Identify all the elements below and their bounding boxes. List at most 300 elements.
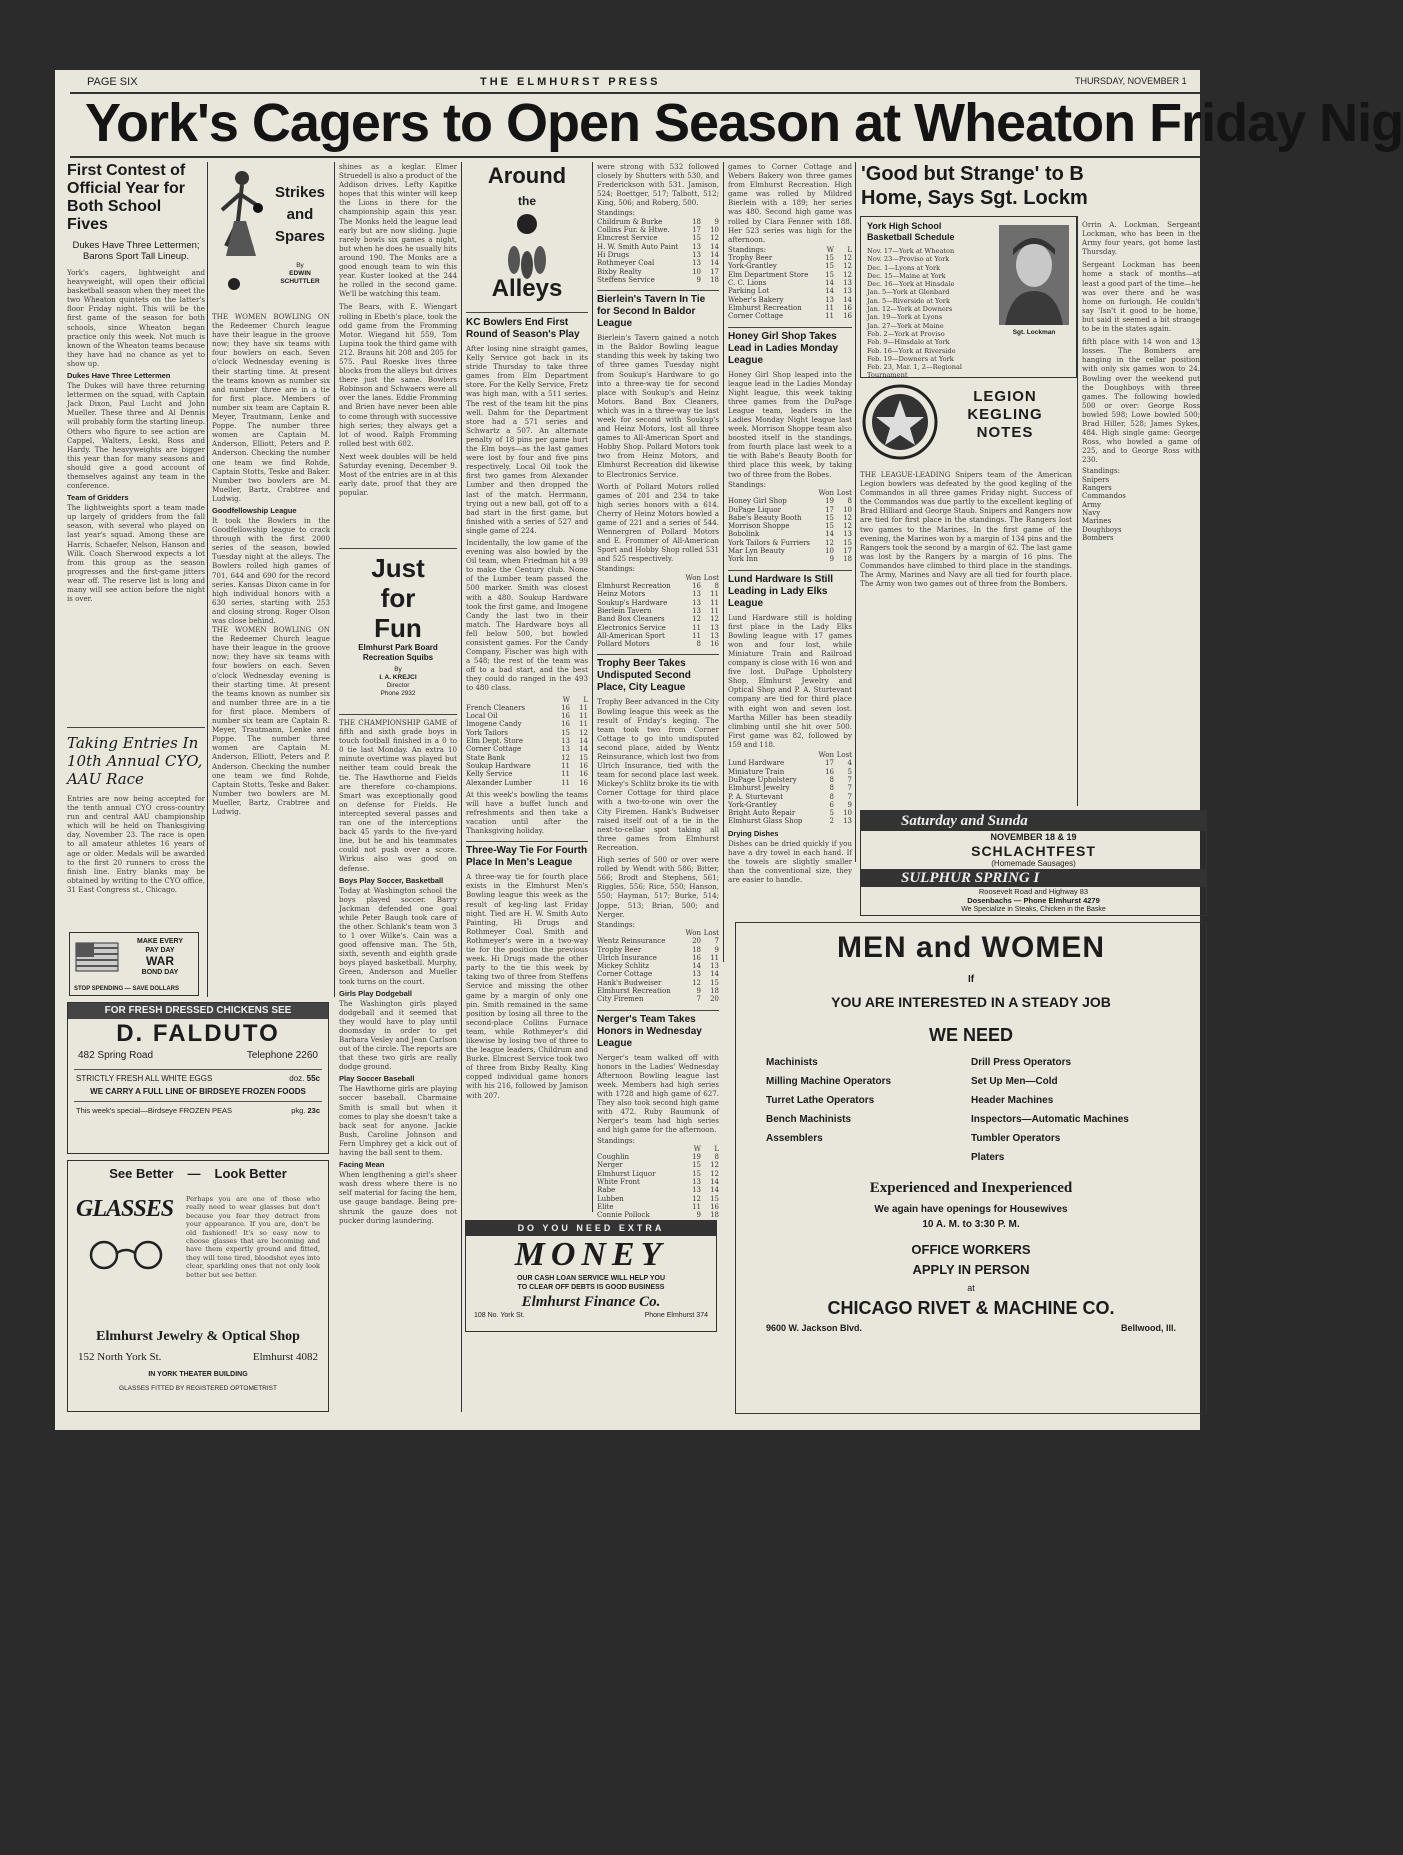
jobs-openings-1: We again have openings for Housewives [874,1204,1068,1215]
record-cell: 9 [847,800,852,809]
team-name-cell: Soukup Hardware [466,761,531,770]
team-name-cell: Parking Lot [728,287,770,296]
table-row [597,1153,719,1161]
table-row [466,762,588,770]
team-name-cell: Wentz Reinsurance [597,937,666,946]
record-cell: 14 [710,259,719,268]
table-row [728,759,852,767]
money-address: 108 No. York St. [474,1312,525,1319]
page-header [65,74,1200,94]
team-name-cell: Childrum & Burke [597,217,663,226]
table-row [597,276,719,284]
record-cell: 12 [710,234,719,243]
banner-headline: York's Cagers to Open Season at Wheaton Friday Nig [85,93,1403,153]
fun-sub-a: Boys Play Soccer, Basketball [339,875,444,885]
record-cell: 13 [692,970,701,979]
team-name-cell: Mar Lyn Beauty [728,547,785,556]
fun-line-2: for [380,583,416,613]
schedule-box [860,216,1077,378]
col3-body-1: shines as a keglar. Elmer Struedell is also a product of the Addison drives. Lefty Kapitke hopes that this winter will keep the Lions in there for the championship again this year. The Monks held the league lead early but are now sliding. Jugie rarely bowls six games a night, but when he does he usually hits around 190. The Monks are a good enough team to win this year. Kuster looked at the 244 he rolled in the second game. We'll be watching this team. [339,162,457,299]
table-row [728,555,852,563]
falduto-phone: Telephone 2260 [246,1050,318,1061]
schedule-item: Jan. 19—York at Lyons [867,313,943,322]
record-cell: 4 [847,759,852,768]
newspaper-page [55,70,1403,1430]
schedule-item: Nov. 23—Proviso at York [867,255,950,264]
table-row [597,1203,719,1211]
record-cell: 10 [710,226,719,235]
jobs-town: Bellwood, Ill. [1120,1323,1176,1333]
war-bond-line-4: BOND DAY [141,969,179,976]
record-cell: 14 [579,737,588,746]
table-row [728,776,852,784]
table-row [466,737,588,745]
col5-table1-title: Standings: [597,209,635,218]
table-row [1082,492,1200,500]
record-cell: 9 [829,555,834,564]
table-row [597,582,719,590]
column-8 [1082,220,1200,800]
record-cell: 16 [710,640,719,649]
table-row [728,801,852,809]
table-row [597,624,719,632]
record-cell: 13 [710,631,719,640]
record-cell: 14 [825,530,834,539]
falduto-name: D. FALDUTO [116,1020,280,1047]
record-cell: 16 [843,312,852,321]
job-title-item: Machinists [766,1057,818,1068]
team-name-cell: Corner Cottage [728,312,784,321]
glasses-store: Elmhurst Jewelry & Optical Shop [96,1329,300,1344]
table-row [597,1170,719,1178]
record-cell [1182,526,1200,534]
table-row [597,1161,719,1169]
job-title-item: Inspectors—Automatic Machines [971,1114,1129,1125]
record-cell: 5 [847,767,852,776]
jobs-office: OFFICE WORKERS [911,1242,1031,1257]
table-header-cell: Lost [836,488,852,497]
glasses-top-1: See Better [109,1166,174,1181]
record-cell: 17 [825,505,834,514]
record-cell: 16 [561,720,570,729]
three-way-headline: Three-Way Tie For Fourth Place In Men's League [466,841,588,869]
record-cell: 12 [843,513,852,522]
table-header-cell: L [583,695,588,704]
team-name-cell: Lubben [597,1194,624,1203]
schedule-item: Feb. 19—Downers at York [867,354,954,363]
schlachtfest-place: SULPHUR SPRING I [861,869,1206,887]
record-cell: 11 [561,761,570,770]
table-header-cell: W [826,245,834,254]
team-name-cell: York-Grantley [728,800,777,809]
record-cell: 13 [843,530,852,539]
schedule-item: Jan. 5—Riverside at York [867,296,950,305]
jobs-at: at [967,1283,975,1293]
team-name-cell: Snipers [1082,475,1110,484]
legion-title [945,388,1065,442]
record-cell: 15 [825,262,834,271]
team-name-cell: Marines [1082,517,1112,526]
record-cell: 18 [692,945,701,954]
schedule-item: Feb. 9—Hinsdale at York [867,338,950,347]
table-row [597,1195,719,1203]
table-header-cell: Lost [703,573,719,582]
table-row [728,817,852,825]
money-big: MONEY [514,1236,668,1273]
record-cell: 12 [692,1194,701,1203]
lead-story-sub-1: Dukes Have Three Lettermen [67,371,171,381]
record-cell: 15 [692,1161,701,1170]
record-cell: 13 [710,623,719,632]
schedule-item: Jan. 27—York at Maine [867,321,944,330]
legion-title-3: NOTES [976,424,1034,441]
col5-table-2 [597,574,719,649]
money-firm: Elmhurst Finance Co. [521,1294,661,1310]
legion-story [860,470,1072,800]
table-header-cell [1164,467,1182,475]
team-name-cell: P. A. Sturtevant [728,792,784,801]
team-name-cell: Electronics Service [597,623,666,632]
team-name-cell: White Front [597,1178,640,1186]
three-way-body: A three-way tie for fourth place exists in the Elmhurst Men's Bowling league this week as the result of keg-ling last Friday night. Tied are H. W. Smith Auto Painting, Hi Drugs and Rothmeyer Coal. Smith and Rothmeyer's were in a two-way tie for the position the previous week. Hi Drugs made the other party to the tie this week by taking two of three from Steffens Service and missing the other game by a margin of only one pin. Smith remained in the same position by losing all three to the second-place Collins Furnace team, while Rothmeyer's did likewise by losing two of three to the league leaders, Childrum and Burke. Elmcrest Service took two of three from Bixby Realty. King copped individual game honors with his 216, followed by Jamison with 207. [466,872,588,1100]
record-cell: 15 [692,1169,701,1178]
schedule-item: Nov. 17—York at Wheaton [867,247,955,255]
table-header-cell: Lost [836,751,852,760]
record-cell: 5 [829,809,834,818]
eggs-price: 55c [306,1074,320,1083]
glasses-ad: See Better — Look Better GLASSES Perhaps you are one of those who really need to wear glasses but don't because you fear they detract from your appearance. If you are, don't be old fashioned! It's so easy now to choose glasses that are becoming and have them expertly ground and fitted, they will tone tired, bloodshot eyes into clear, sparkling ones that not only look better but see better. Elmhurst Jewelry & Optical Shop 152 North York St. Elmhurst 4082 IN YORK THEATER BUILDING GLASSES FITTED BY REGISTERED OPTOMETRIST [67,1160,329,1412]
table-header-row [597,574,719,582]
table-header-row [728,751,852,759]
record-cell: 20 [692,937,701,946]
goodfellowship-sub: Goodfellowship League [212,505,297,515]
page-number: PAGE SIX [87,76,138,88]
paper-name: THE ELMHURST PRESS [480,76,661,88]
goodfellowship-body: It took the Bowlers in the Goodfellowship league to crack through with the first 2000 series of the season, bowled Tuesday night at the alleys. The Bowlers rolled high games of 701, 644 and 690 for the record series. Kansas Dixon came in for high individual honors with a 630 series, starting with 253 and closing strong. Roger Olson was close behind. [212,515,330,625]
drying-body: Dishes can be dried quickly if you have a dry towel in each hand. If the towels are slightly smaller than the conventional size, they are easier to handle. [728,838,852,885]
record-cell: 16 [825,767,834,776]
table-header-cell [466,696,552,704]
record-cell: 16 [692,582,701,591]
col5-table3-title: Standings: [597,920,635,929]
trophy-body-2: High series of 500 or over were rolled by Wendt with 586; Bitter, 566; Brodt and Stephens, 561; Riggles, 556; Rice, 550; Hanson, 550; Hayman, 517; Burke, 514; Joppe, 513; Brian, 500; and Nerger. [597,855,719,919]
falduto-ad [67,1002,329,1154]
money-phone: Phone Elmhurst 374 [644,1312,708,1319]
table-row [728,547,852,555]
team-name-cell: Elmhurst Recreation [597,582,671,591]
column-2 [212,162,330,997]
table-row [597,226,719,234]
record-cell: 14 [843,295,852,304]
kc-body: After losing nine straight games, Kelly Service got back in its stride Thursday to take three games from Elm Department store. For the Kelly Service, Fretz was high man, with a 511 series. The rest of the team hit the pins well. Dahm for the Department store had a 571 series and Schwartz a 507. An alternate penalty of 18 pins per game hurt the Elm boys—as the last games were lost by four and five pins respectively. Local Oil took the first two games from Alexander Lumber and then dropped the last of the match. Herrmann, trying out a new ball, got off to a bad start in the first game, but finished with a series of 527 and single game of 224. [466,344,588,535]
table-row [728,506,852,514]
strikes-title-2: and [286,206,314,223]
jobs-company: CHICAGO RIVET & MACHINE CO. [827,1298,1115,1318]
schedule-item: Dec. 1—Lyons at York [867,263,941,272]
record-cell: 6 [829,800,834,809]
job-title-item: Header Machines [971,1095,1054,1106]
record-cell: 11 [710,606,719,615]
record-cell: 12 [561,753,570,762]
strikes-author: EDWIN SCHUTTLER [280,270,320,285]
special-price-label: pkg. [291,1106,306,1115]
record-cell: 13 [692,242,701,251]
table-row [466,754,588,762]
trophy-headline: Trophy Beer Takes Undisputed Second Place, City League [597,654,719,694]
jobs-apply: APPLY IN PERSON [912,1262,1030,1277]
strange-body-2: Sergeant Lockman has been home a stack of months—at least a good part of the time—he was over there and he was home on furlough. He couldn't say 'Isn't it good to be home,' but said it seemed a bit strange to be in the states again. [1082,260,1200,334]
record-cell: 15 [825,522,834,531]
team-name-cell: State Bank [466,753,506,762]
record-cell: 7 [696,995,701,1004]
col5-table2-title: Standings: [597,565,635,574]
lund-body: Lund Hardware still is holding first place in the Lady Elks Bowling league with 17 games won and four lost, while Miniature Train and Railroad company is close with 16 won and five lost. DuPage Upholstery Shop, Elmhurst Jewelry and Optical Shop and P. A. Sturtevant company are tied for third place with eight won and seven lost. Martha Miller has been steadily climbing until she hit over 500. First game was 82, followed by 159 and 118. [728,612,852,749]
team-name-cell: Trophy Beer [597,945,642,954]
table-row [466,712,588,720]
record-cell [1164,534,1182,542]
record-cell: 14 [710,970,719,979]
table-header-cell: Won [818,751,834,760]
column-6 [728,162,852,962]
team-name-cell: Elite [597,1202,614,1211]
table-row [597,599,719,607]
schedule-item: Feb. 2—York at Proviso [867,329,945,338]
table-row [597,1186,719,1194]
strikes-title-3: Spares [274,228,326,245]
team-name-cell: Mickey Schlitz [597,962,650,971]
kc-body-2: Incidentally, the low game of the evening was also bowled by the Oil team, when Friedman hit a 99 to make the Century club. None of the Lumber team passed the 500 marker. Smith was closest with a 480. Soukup Hardware took the first game, and Imogene Candy the last two in their match. The Hardware boys all fell below 500, but bowled consistent games. For the Candy Company, Fischer was high with a 548; the rest of the team was off to a bad start, and the best they could do ranged in the 493 to 480 class. [466,537,588,693]
table-header-row [728,489,852,497]
record-cell: 18 [710,275,719,284]
fun-by: By [394,666,402,673]
record-cell: 11 [692,1202,701,1211]
team-name-cell: York Inn [728,555,758,564]
record-cell: 15 [579,753,588,762]
column-5 [597,162,719,1220]
lund-headline: Lund Hardware Is Still Leading in Lady Elks League [728,570,852,610]
taking-entries-headline: Taking Entries In 10th Annual CYO, AAU Race [67,734,203,788]
table-row [597,615,719,623]
record-cell [1182,509,1200,517]
record-cell: 14 [692,962,701,971]
job-title-item: Tumbler Operators [971,1133,1061,1144]
bierlein-body-2: Worth of Pollard Motors rolled games of 201 and 234 to take high series honors with a 614. Cherry of Heinz Motors bowled a game of 221 and a series of 544. Wennergren of Pollard Motors and E. Frommer of All-American Sport and Hobby Shop rolled 531 and 525 respectively. [597,481,719,564]
falduto-special: This week's special—Birdseye FROZEN PEAS [76,1106,233,1115]
record-cell: 2 [829,817,834,826]
legion-title-2: KEGLING [967,406,1043,423]
schlachtfest-sub: (Homemade Sausages) [991,859,1076,868]
nerger-body: Nerger's team walked off with honors in the Ladies' Wednesday Afternoon Bowling league last week. Members had high series with 1728 and high game of 627. They also took second high game with 472. Ruby Baumunk of Nerger's team had high series and high game for the afternoon. [597,1052,719,1135]
record-cell: 15 [843,538,852,547]
alleys-title-2: the [518,194,536,208]
col6-table-1 [728,246,852,321]
jobs-interested: YOU ARE INTERESTED IN A STEADY JOB [831,994,1111,1010]
table-row [728,254,852,262]
table-row [597,987,719,995]
record-cell: 16 [579,761,588,770]
table-header-cell [1182,467,1200,475]
team-name-cell: Weber's Bakery [728,295,784,304]
col6-table-2 [728,489,852,564]
team-name-cell: Elm Dept. Store [466,737,524,746]
record-cell: 7 [847,775,852,784]
record-cell: 8 [847,497,852,506]
column-3 [339,162,457,542]
record-cell: 16 [843,303,852,312]
table-header-cell: W [562,695,570,704]
schedule-item: Feb. 23, Mar. 1, 2—Regional Tournament [867,363,963,380]
table-row [597,640,719,648]
record-cell: 15 [710,978,719,987]
record-cell: 13 [561,737,570,746]
table-header-row [597,929,719,937]
fun-sub-b: Girls Play Dodgeball [339,988,412,998]
team-name-cell: York-Grantley [728,262,777,271]
record-cell [1182,534,1200,542]
table-row [597,1211,719,1219]
col6-body-1: games to Corner Cottage and Webers Bakery won three games from Elmhurst Recreation. High game was rolled by Mildred Bierlein with a 189; her series was 480. Second high game was rolled by Clara Fenner with 188. Her 523 series was high for the afternoon. [728,162,852,244]
record-cell: 19 [825,497,834,506]
alleys-title-3: Alleys [491,275,563,302]
team-name-cell: York Tailors & Furriers [728,538,811,547]
team-name-cell: Elmhurst Jewelry [728,784,790,793]
team-name-cell: Connie Pollock [597,1211,650,1220]
team-name-cell: Morrison Shoppe [728,522,790,531]
col3-body-3: Next week doubles will be held Saturday evening, December 9. Most of the entries are in at this early date, proof that they are popular. [339,451,457,498]
record-cell: 16 [561,712,570,721]
lockman-caption: Sgt. Lockman [1012,329,1056,336]
issue-date: THURSDAY, NOVEMBER 1 [1075,76,1187,86]
record-cell: 12 [692,978,701,987]
record-cell: 10 [843,505,852,514]
record-cell [1164,484,1182,492]
record-cell: 12 [579,728,588,737]
record-cell: 20 [710,995,719,1004]
team-name-cell: Hank's Budweiser [597,978,662,987]
job-title-item: Drill Press Operators [971,1057,1072,1068]
table-row [1082,484,1200,492]
table-row [597,970,719,978]
team-name-cell: Elm Department Store [728,270,809,279]
kc-body-3: At this week's bowling the teams will have a buffet lunch and refreshments and then take a vacation until after the Thanksgiving holiday. [466,789,588,836]
team-name-cell: Army [1082,500,1101,509]
col5-table-3 [597,929,719,1004]
legion-standings-table [1082,467,1200,542]
bierlein-headline: Bierlein's Tavern In Tie for Second In Baldor League [597,290,719,330]
team-name-cell: Soukup's Hardware [597,598,668,607]
record-cell: 11 [692,623,701,632]
schlachtfest-owner: Dosenbachs — Phone Elmhurst 4279 [967,896,1100,905]
table-row [597,590,719,598]
schedule-item: Feb. 16—York at Riverside [867,346,956,355]
record-cell: 11 [579,703,588,712]
war-bond-slogan: STOP SPENDING — SAVE DOLLARS [74,986,180,992]
strange-headline-2: Home, Says Sgt. Lockm [861,187,1088,209]
table-header-cell [597,929,683,937]
record-cell: 13 [692,259,701,268]
table-header-row [466,696,588,704]
glasses-address: 152 North York St. [78,1351,162,1363]
record-cell: 12 [710,1161,719,1170]
table-row [728,514,852,522]
team-name-cell: Babe's Beauty Booth [728,513,802,522]
record-cell: 10 [843,809,852,818]
team-name-cell: Bombers [1082,533,1114,542]
fun-line-1: Just [371,553,425,583]
team-name-cell: Heinz Motors [597,590,646,599]
record-cell: 15 [561,728,570,737]
team-name-cell: DuPage Liquor [728,505,781,514]
record-cell: 18 [843,555,852,564]
team-name-cell: Commandos [1082,492,1126,501]
table-row [1082,526,1200,534]
team-name-cell: Local Oil [466,712,498,721]
record-cell: 14 [579,745,588,754]
record-cell: 16 [710,1202,719,1211]
table-header-cell [597,1145,683,1153]
record-cell: 13 [843,817,852,826]
glasses-building: IN YORK THEATER BUILDING [148,1371,248,1378]
record-cell: 12 [843,270,852,279]
team-name-cell: Nerger [597,1161,623,1170]
table-row [728,262,852,270]
schlachtfest-road: Roosevelt Road and Highway 83 [978,887,1089,896]
record-cell: 11 [825,303,834,312]
record-cell: 12 [825,538,834,547]
jobs-address: 9600 W. Jackson Blvd. [766,1323,863,1333]
bowler-illustration-icon [212,166,268,296]
honey-headline: Honey Girl Shop Takes Lead in Ladies Monday League [728,327,852,367]
special-price: 23c [307,1106,320,1115]
record-cell: 9 [696,275,701,284]
glasses-copy: Perhaps you are one of those who really need to wear glasses but don't because you fear they detract from your appearance. If you are, don't be old fashioned! It's so easy now to choose glasses that are becoming and have them expertly ground and fitted, they will tone tired, bloodshot eyes into clear, sparkling ones that not only look better but see better. [186,1195,320,1279]
jobs-openings-2: 10 A. M. to 3:30 P. M. [922,1219,1020,1230]
record-cell: 12 [710,615,719,624]
table-row [1082,517,1200,525]
schedule-title-2: Basketball Schedule [867,232,955,242]
record-cell: 17 [692,226,701,235]
jobs-head: MEN and WOMEN [837,931,1105,964]
table-row [597,268,719,276]
table-row [597,995,719,1003]
table-header-cell: Won [818,488,834,497]
record-cell [1182,492,1200,500]
team-name-cell: Bixby Realty [597,267,642,276]
team-name-cell: York Tailors [466,728,508,737]
table-row [597,607,719,615]
team-name-cell: Elmhurst Recreation [597,987,671,996]
table-header-cell: Standings: [1082,467,1120,476]
team-name-cell: Elmcrest Service [597,234,658,243]
record-cell [1182,476,1200,484]
fun-body: THE CHAMPIONSHIP GAME of fifth and sixth grade boys in touch football finished in a 0 to 0 tie last Monday. An extra 10 minute overtime was played but neither team could break the tie. The Hawthorne and Fields are therefore co-champions. Smart was exceptionally good on defense for Fields. He intercepted several passes and ran one of the interceptions back 45 yards to the five-yard line, but he and his teammates could not push over a score. Wirkus also was good on defense. [339,718,457,873]
table-row [1082,501,1200,509]
money-ad [465,1220,717,1332]
table-header-cell: W [693,1144,701,1153]
record-cell: 9 [714,945,719,954]
record-cell [1164,517,1182,525]
record-cell: 13 [692,250,701,259]
team-name-cell: Lund Hardware [728,759,785,768]
fun-phone: Phone 2932 [380,690,416,697]
record-cell: 7 [847,784,852,793]
team-name-cell: Bierlein Tavern [597,606,652,615]
col5-table-1 [597,218,719,284]
schedule-item: Jan. 12—York at Downers [867,305,953,314]
fun-sub-2: Recreation Squibs [362,653,434,662]
table-header-cell: Standings: [728,245,766,254]
record-cell: 13 [692,1178,701,1186]
